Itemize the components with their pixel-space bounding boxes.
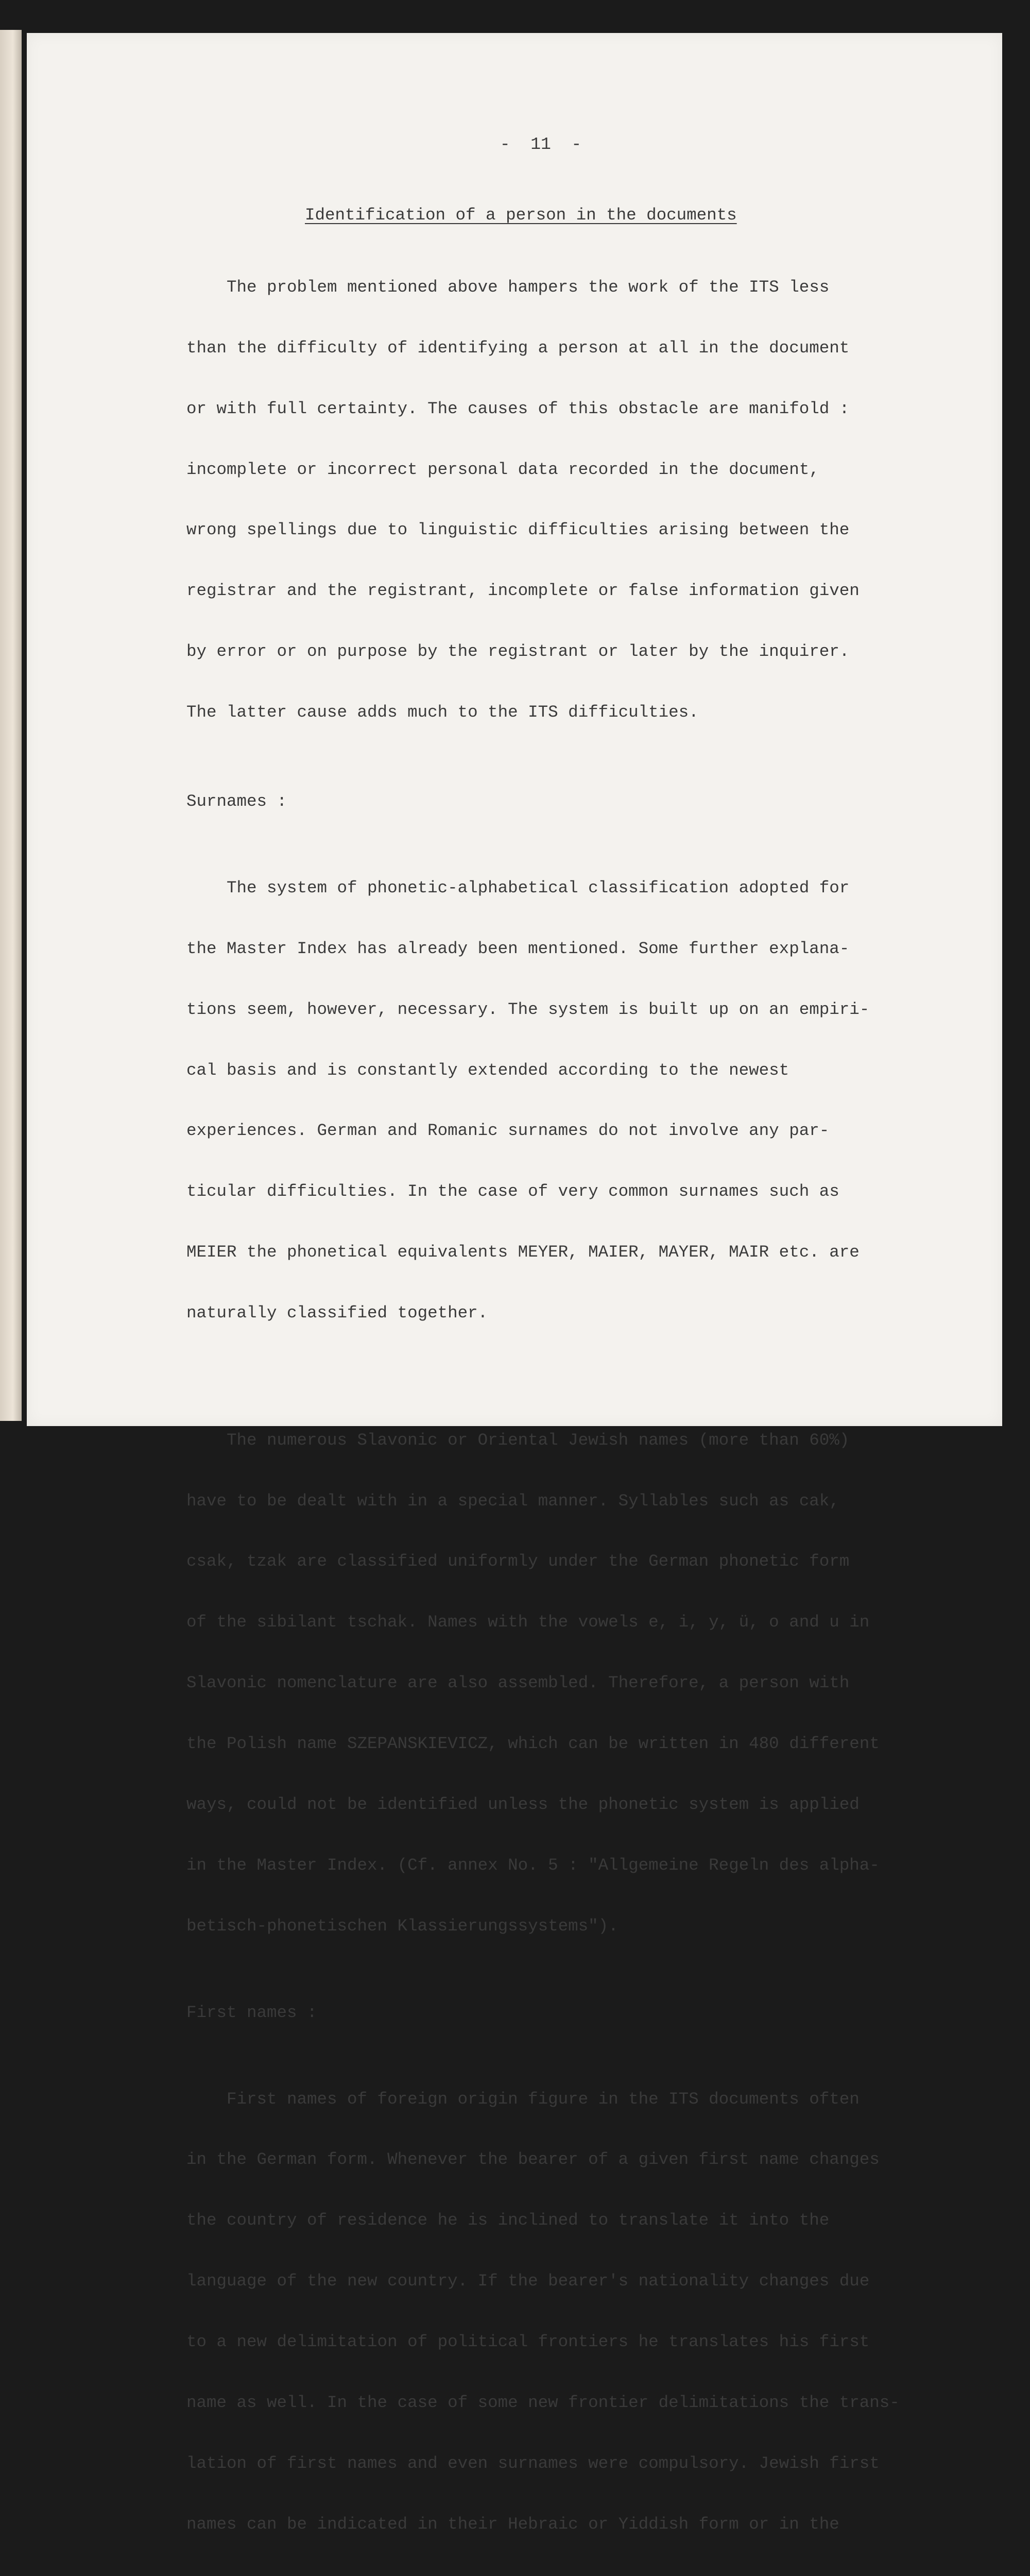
- text-line: csak, tzak are classified uniformly under the German phonetic form: [186, 1552, 850, 1571]
- paragraph-slavonic-names: [186, 1389, 969, 1977]
- text-line: naturally classified together.: [186, 1303, 488, 1323]
- text-line: lation of first names and even surnames were compulsory. Jewish first: [186, 2453, 880, 2473]
- text-line: betisch-phonetischen Klassierungssystems").: [186, 1916, 619, 1936]
- text-line: the Master Index has already been mentioned. Some further explana-: [186, 939, 850, 958]
- text-line: tions seem, however, necessary. The system is built up on an empiri-: [186, 999, 870, 1019]
- text-line: the Polish name SZEPANSKIEVICZ, which can be written in 480 different: [186, 1734, 880, 1754]
- text-line: in the German form. Whenever the bearer of a given first name changes: [186, 2150, 880, 2170]
- text-line: ways, could not be identified unless the phonetic system is applied: [186, 1794, 860, 1814]
- text-line: wrong spellings due to linguistic difficulties arising between the: [186, 520, 850, 540]
- text-line: MEIER the phonetical equivalents MEYER, MAIER, MAYER, MAIR etc. are: [186, 1243, 860, 1262]
- text-line: names can be indicated in their Hebraic or Yiddish form or in the: [186, 2514, 839, 2534]
- text-line: The problem mentioned above hampers the work of the ITS less: [186, 277, 830, 297]
- text-line: Slavonic nomenclature are also assembled. Therefore, a person with: [186, 1673, 850, 1693]
- text-line: First names of foreign origin figure in the ITS documents often: [186, 2089, 860, 2109]
- text-line: name as well. In the case of some new frontier delimitations the trans-: [186, 2393, 900, 2412]
- subheading-first-names: First names :: [186, 2003, 317, 2022]
- text-line: cal basis and is constantly extended according to the newest: [186, 1060, 789, 1080]
- paragraph-first-names: [186, 2048, 969, 2576]
- text-line: have to be dealt with in a special manner. Syllables such as cak,: [186, 1491, 839, 1511]
- text-line: registrar and the registrant, incomplete or false information given: [186, 581, 860, 601]
- page-number: - 11 -: [500, 135, 582, 154]
- text-line: than the difficulty of identifying a person at all in the document: [186, 338, 850, 358]
- text-line: or with full certainty. The causes of this obstacle are manifold :: [186, 399, 850, 418]
- subheading-surnames: Surnames :: [186, 792, 287, 811]
- paragraph-surnames-system: [186, 837, 969, 1364]
- text-line: [186, 2575, 969, 2576]
- paragraph-identification: [186, 236, 969, 763]
- text-line: language of the new country. If the bearer's nationality changes due: [186, 2272, 870, 2291]
- text-line: of the sibilant tschak. Names with the vowels e, i, y, ü, o and u in: [186, 1613, 870, 1632]
- text-line: The numerous Slavonic or Oriental Jewish names (more than 60%): [186, 1430, 850, 1450]
- text-line: the country of residence he is inclined to translate it into the: [186, 2211, 830, 2230]
- text-line: by error or on purpose by the registrant or later by the inquirer.: [186, 642, 850, 662]
- text-line: experiences. German and Romanic surnames do not involve any par-: [186, 1121, 830, 1141]
- text-line: to a new delimitation of political frontiers he translates his first: [186, 2332, 870, 2352]
- adjacent-page-edge: [0, 30, 22, 1421]
- text-line: ticular difficulties. In the case of very common surnames such as: [186, 1182, 839, 1201]
- text-line: in the Master Index. (Cf. annex No. 5 : "Allgemeine Regeln des alpha-: [186, 1855, 880, 1875]
- section-title: Identification of a person in the documents: [305, 206, 737, 225]
- text-line: The latter cause adds much to the ITS difficulties.: [186, 703, 699, 722]
- page-body: [186, 205, 969, 2576]
- text-line: incomplete or incorrect personal data recorded in the document,: [186, 460, 819, 479]
- text-line: The system of phonetic-alphabetical classification adopted for: [186, 878, 850, 897]
